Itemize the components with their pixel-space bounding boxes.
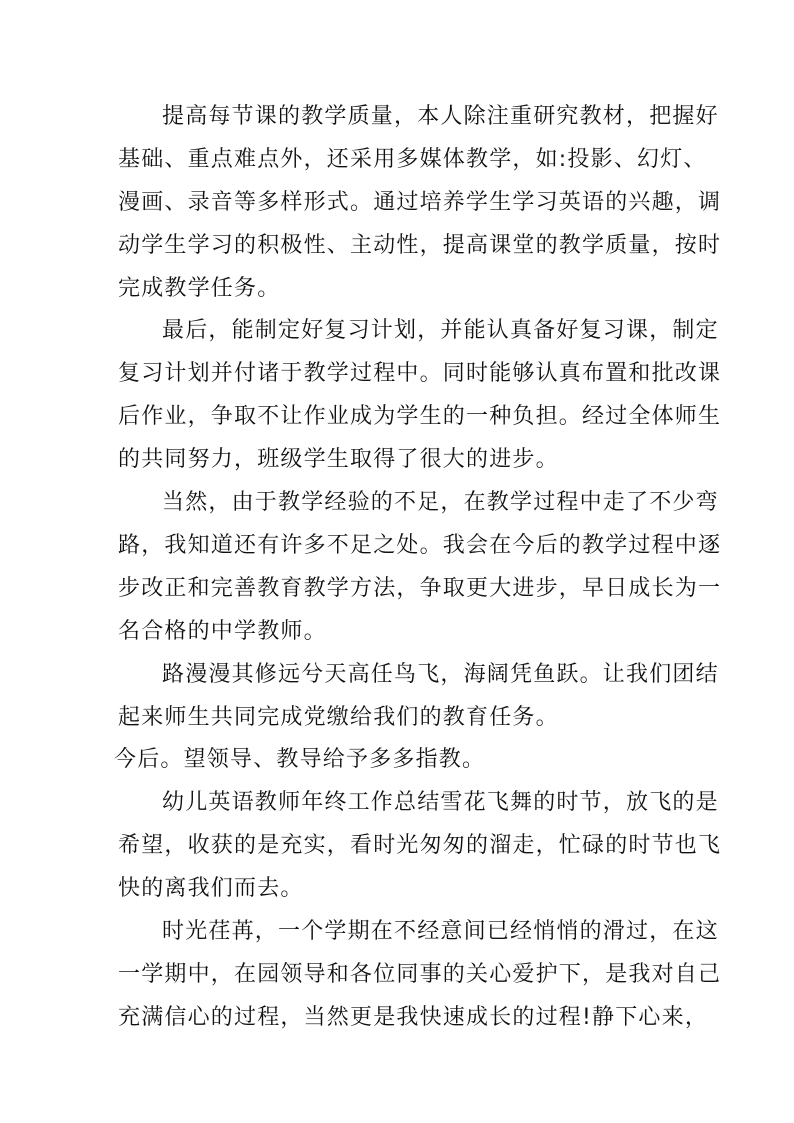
paragraph-6-line-1: 幼儿英语教师年终工作总结雪花飞舞的时节，放飞的是: [162, 790, 719, 815]
paragraph-1-line-1: 提高每节课的教学质量，本人除注重研究教材，把握好: [162, 104, 719, 129]
paragraph-1-line-2: 基础、重点难点外，还采用多媒体教学，如:投影、幻灯、: [118, 147, 707, 172]
paragraph-3-line-2: 路，我知道还有许多不足之处。我会在今后的教学过程中逐: [118, 533, 722, 558]
paragraph-7-line-2: 一学期中，在园领导和各位同事的关心爱护下，是我对自己: [118, 962, 722, 987]
paragraph-5-line-1: 今后。望领导、教导给予多多指教。: [114, 747, 486, 772]
paragraph-1-line-5: 完成教学任务。: [118, 276, 281, 301]
paragraph-3-line-3: 步改正和完善教育教学方法，争取更大进步，早日成长为一: [118, 576, 722, 601]
paragraph-2-line-3: 后作业，争取不让作业成为学生的一种负担。经过全体师生: [118, 404, 722, 429]
paragraph-3-line-1: 当然，由于教学经验的不足，在教学过程中走了不少弯: [162, 490, 719, 515]
paragraph-4-line-2: 起来师生共同完成党缴给我们的教育任务。: [118, 705, 559, 730]
paragraph-2-line-1: 最后，能制定好复习计划，并能认真备好复习课，制定: [162, 318, 719, 343]
paragraph-2-line-2: 复习计划并付诸于教学过程中。同时能够认真布置和批改课: [118, 361, 722, 386]
paragraph-2-line-4: 的共同努力，班级学生取得了很大的进步。: [118, 447, 559, 472]
paragraph-6-line-3: 快的离我们而去。: [118, 876, 304, 901]
paragraph-3-line-4: 名合格的中学教师。: [118, 619, 327, 644]
paragraph-7-line-1: 时光荏苒，一个学期在不经意间已经悄悄的滑过，在这: [162, 919, 719, 944]
paragraph-4-line-1: 路漫漫其修远兮天高任鸟飞，海阔凭鱼跃。让我们团结: [162, 662, 719, 687]
paragraph-7-line-3: 充满信心的过程，当然更是我快速成长的过程!静下心来，: [118, 1005, 709, 1030]
paragraph-1-line-4: 动学生学习的积极性、主动性，提高课堂的教学质量，按时: [118, 233, 722, 258]
paragraph-6-line-2: 希望，收获的是充实，看时光匆匆的溜走，忙碌的时节也飞: [118, 833, 722, 858]
paragraph-1-line-3: 漫画、录音等多样形式。通过培养学生学习英语的兴趣，调: [118, 190, 722, 215]
